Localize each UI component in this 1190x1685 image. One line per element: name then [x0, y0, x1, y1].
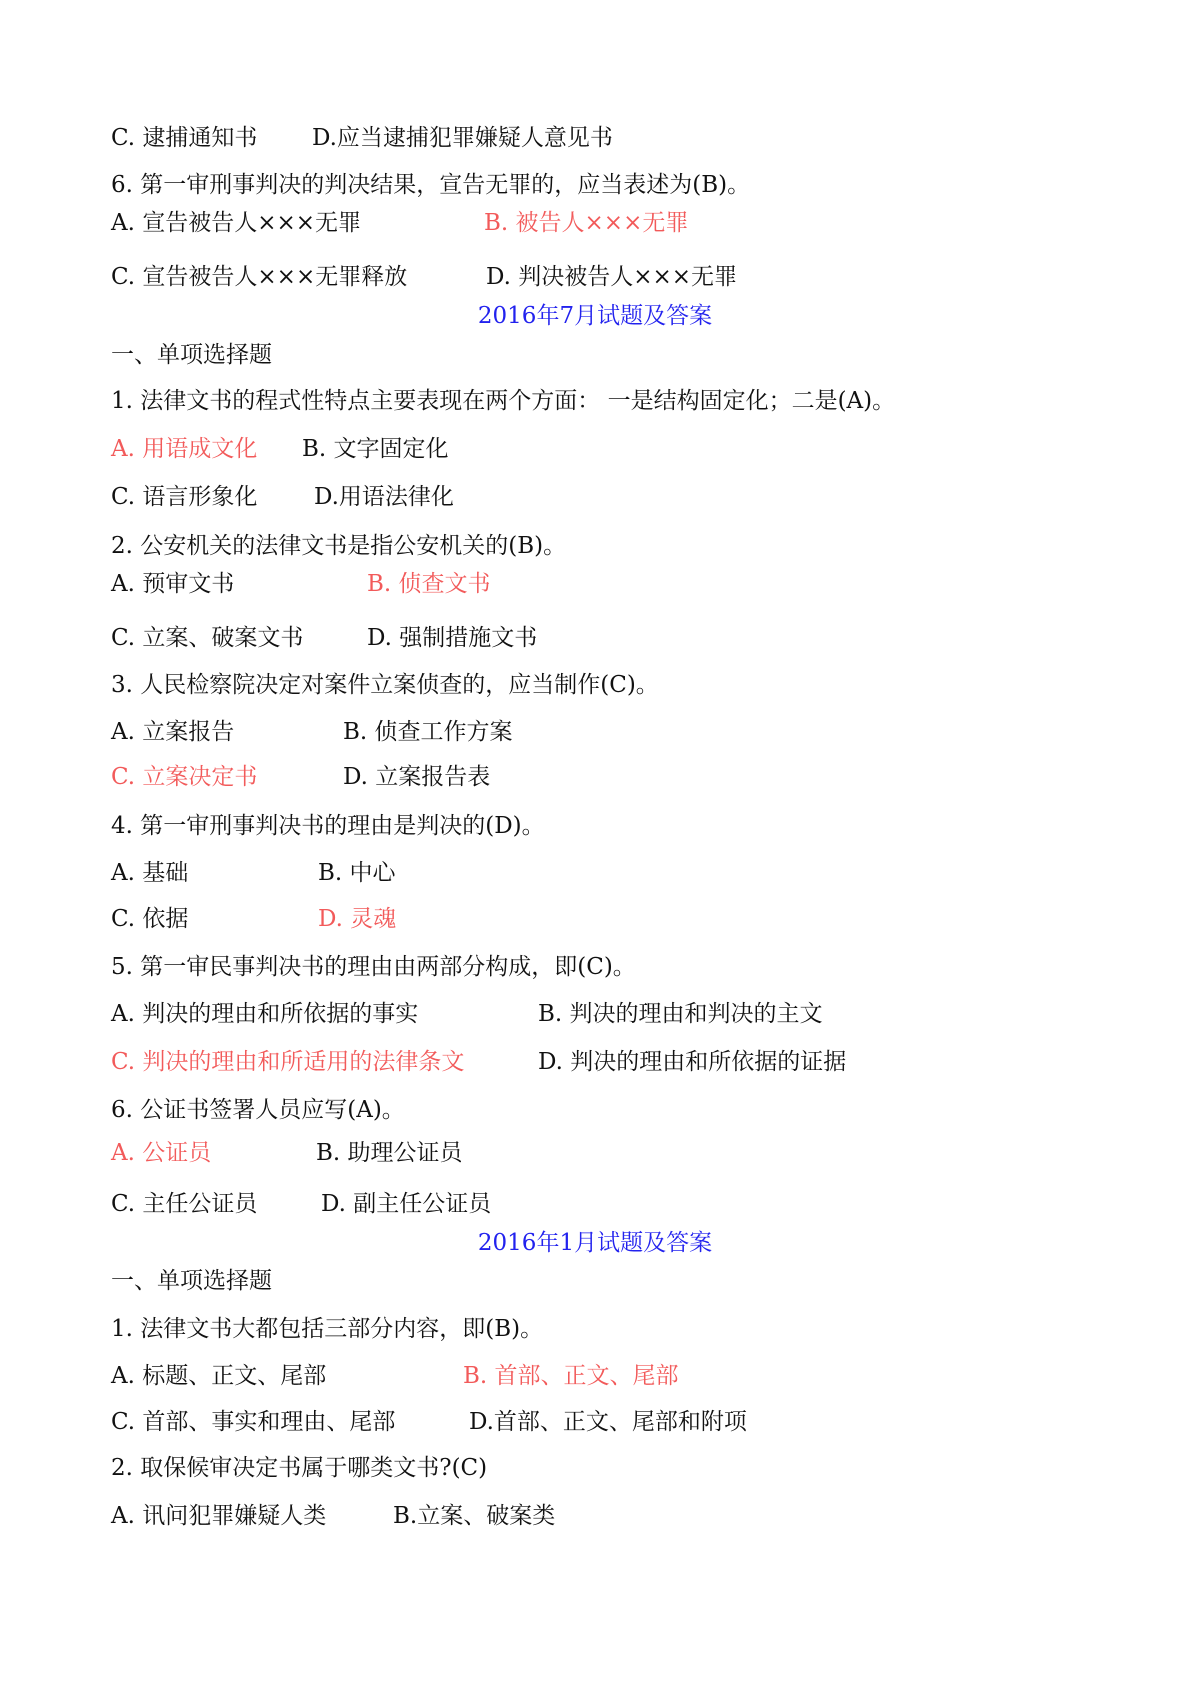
option-d: D. 立案报告表 — [343, 764, 491, 790]
option-d: D. 判决的理由和所依据的证据 — [538, 1049, 847, 1075]
question-text: 1. 法律文书大都包括三部分内容，即(B)。 — [111, 1316, 544, 1342]
section-title: 一、单项选择题 — [111, 342, 272, 368]
option-c: C. 逮捕通知书 — [111, 125, 258, 151]
option-a: A. 基础 — [111, 860, 189, 886]
option-a: A. 判决的理由和所依据的事实 — [111, 1001, 419, 1027]
question-text: 3. 人民检察院决定对案件立案侦查的，应当制作(C)。 — [111, 672, 659, 698]
question-text: 6. 第一审刑事判决的判决结果，宣告无罪的，应当表述为(B)。 — [111, 172, 751, 198]
option-b: B. 文字固定化 — [302, 436, 449, 462]
question-text: 6. 公证书签署人员应写(A)。 — [111, 1097, 405, 1123]
option-a: A. 讯问犯罪嫌疑人类 — [111, 1503, 327, 1529]
option-b-answer: B. 首部、正文、尾部 — [463, 1363, 679, 1389]
option-b: B. 助理公证员 — [316, 1140, 463, 1166]
option-b: B. 中心 — [318, 860, 396, 886]
section-title: 一、单项选择题 — [111, 1268, 272, 1294]
option-a: A. 标题、正文、尾部 — [111, 1363, 327, 1389]
option-b-answer: B. 被告人×××无罪 — [484, 210, 689, 236]
section-heading: 2016年7月试题及答案 — [477, 303, 713, 329]
option-a: A. 立案报告 — [111, 719, 235, 745]
question-text: 2. 取保候审决定书属于哪类文书?(C) — [111, 1455, 488, 1481]
question-text: 4. 第一审刑事判决书的理由是判决的(D)。 — [111, 813, 545, 839]
option-d: D.应当逮捕犯罪嫌疑人意见书 — [312, 125, 613, 151]
option-d: D.用语法律化 — [314, 484, 454, 510]
option-c: C. 首部、事实和理由、尾部 — [111, 1409, 396, 1435]
option-c: C. 依据 — [111, 906, 189, 932]
option-d: D. 副主任公证员 — [321, 1191, 492, 1217]
option-c: C. 立案、破案文书 — [111, 625, 304, 651]
option-c-answer: C. 判决的理由和所适用的法律条文 — [111, 1049, 465, 1075]
option-a-answer: A. 用语成文化 — [111, 436, 258, 462]
section-heading: 2016年1月试题及答案 — [477, 1230, 713, 1256]
option-b: B.立案、破案类 — [393, 1503, 556, 1529]
option-d-answer: D. 灵魂 — [318, 906, 397, 932]
option-d: D. 强制措施文书 — [367, 625, 538, 651]
option-c-answer: C. 立案决定书 — [111, 764, 258, 790]
option-b-answer: B. 侦查文书 — [367, 571, 491, 597]
option-d: D. 判决被告人×××无罪 — [486, 264, 738, 290]
option-c: C. 语言形象化 — [111, 484, 258, 510]
option-c: C. 主任公证员 — [111, 1191, 258, 1217]
option-a: A. 预审文书 — [111, 571, 235, 597]
option-a: A. 宣告被告人×××无罪 — [111, 210, 362, 236]
question-text: 1. 法律文书的程式性特点主要表现在两个方面： 一是结构固定化；二是(A)。 — [111, 388, 896, 414]
option-c: C. 宣告被告人×××无罪释放 — [111, 264, 408, 290]
option-b: B. 判决的理由和判决的主文 — [538, 1001, 823, 1027]
option-b: B. 侦查工作方案 — [343, 719, 513, 745]
option-a-answer: A. 公证员 — [111, 1140, 212, 1166]
option-d: D.首部、正文、尾部和附项 — [469, 1409, 747, 1435]
question-text: 5. 第一审民事判决书的理由由两部分构成，即(C)。 — [111, 954, 636, 980]
question-text: 2. 公安机关的法律文书是指公安机关的(B)。 — [111, 533, 567, 559]
